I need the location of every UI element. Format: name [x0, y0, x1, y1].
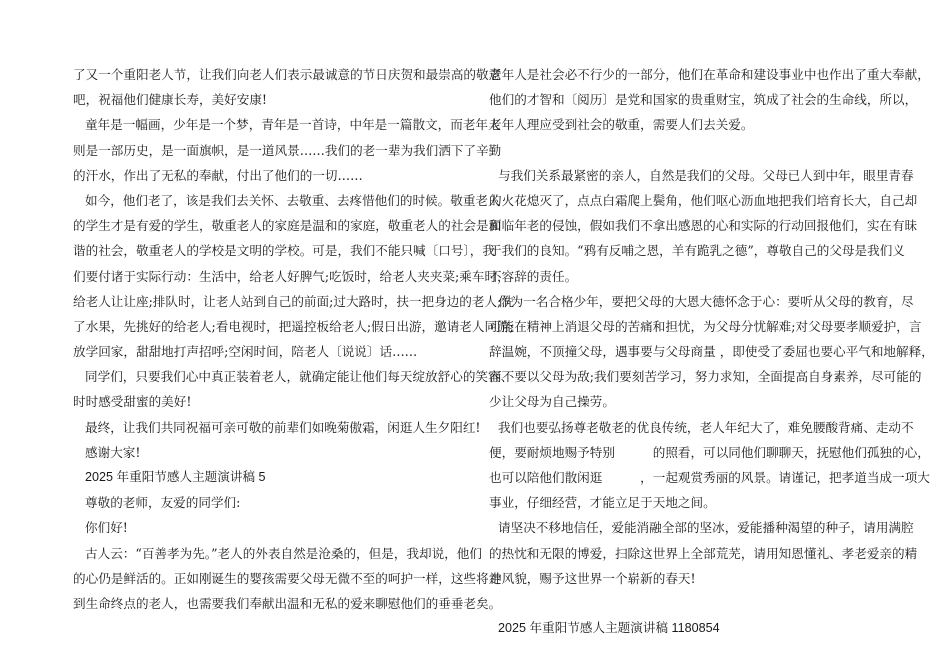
- text-line: 时时感受甜蜜的美好!: [73, 394, 192, 410]
- text-line: 们要付诸于实际行动：生活中，给老人好脾气;吃饭时，给老人夹夹菜;乘车时，: [73, 268, 510, 284]
- text-line: 了水果，先挑好的给老人;看电视时，把遥控板给老人;假日出游，邀请老人同游;: [73, 318, 514, 334]
- text-line: 的热忱和无限的博爱，扫除这世界上全部荒芜，请用知恩懂礼、孝老爱亲的精: [489, 545, 918, 561]
- text-line: 你们好!: [85, 520, 128, 536]
- text-line: 也可以陪他们散闲逛 ，一起观赏秀丽的风景。请谨记，把孝道当成一项大: [489, 470, 930, 485]
- text-line: 我们也要弘扬尊老敬老的优良传统，老人年纪大了，难免腰酸背痛、走动不: [498, 419, 914, 435]
- blank-line: [489, 591, 881, 616]
- text-line: 请坚决不移地信任，爱能消融全部的坚冰，爱能播种渴望的种子，请用满腔: [498, 520, 914, 536]
- text-line: 给老人让让座;排队时，让老人站到自己的前面;过大路时，扶一把身边的老人;洗: [73, 293, 514, 309]
- right-text-column: [489, 62, 934, 641]
- section-heading: 2025 年重阳节感人主题演讲稿 1180854: [498, 621, 720, 636]
- text-line: 事业，仔细经营，才能立足于天地之间。: [489, 495, 716, 511]
- left-text-column: [73, 62, 514, 616]
- text-line: 与我们关系最紧密的亲人，自然是我们的父母。父母已人到中年，眼里青春: [498, 167, 914, 183]
- text-line: 尊敬的老师，友爱的同学们:: [85, 495, 241, 511]
- text-line: 辞温婉，不顶撞父母，遇事要与父母商量 ，即使受了委屈也要心平气和地解释，: [489, 344, 934, 360]
- text-line: 面临年老的侵蚀，假如我们不拿出感恩的心和实际的行动回报他们，实在有昧: [489, 218, 918, 234]
- text-line: 吧，祝福他们健康长寿，美好安康!: [73, 92, 267, 108]
- text-line: 如今，他们老了，该是我们去关怀、去敬重、去疼惜他们的时候。敬重老人: [85, 192, 501, 208]
- text-line: 他们的才智和〔阅历〕是党和国家的贵重财宝，筑成了社会的生命线，所以，: [489, 92, 918, 108]
- text-line: 可能在精神上消退父母的苦痛和担忧，为父母分忧解难;对父母要孝顺爱护，言: [489, 318, 922, 334]
- text-line: 了又一个重阳老人节，让我们向老人们表示最诚意的节日庆贺和最崇高的敬意: [73, 67, 502, 82]
- blank-line: [489, 138, 881, 163]
- text-line: 而不要以父母为敌;我们要刻苦学习，努力求知，全面提高自身素养，尽可能的: [489, 369, 922, 385]
- section-heading: 2025 年重阳节感人主题演讲稿 5: [85, 470, 266, 484]
- text-line: 老年人是社会必不行少的一部分，他们在革命和建设事业中也作出了重大奉献，: [489, 67, 930, 82]
- text-line: 则是一部历史，是一面旗帜，是一道风景……我们的老一辈为我们洒下了辛勤: [73, 142, 502, 158]
- text-line: 的汗水，作出了无私的奉献，付出了他们的一切……: [73, 167, 363, 183]
- text-line: 少让父母为自己操劳。: [489, 394, 615, 410]
- text-line: 放学回家，甜甜地打声招呼;空闲时间，陪老人〔说说〕话……: [73, 344, 418, 360]
- text-line: 到生命终点的老人，也需要我们奉献出温和无私的爱来聊慰他们的垂垂老矣。: [73, 595, 502, 611]
- text-line: 最终，让我们共同祝福可亲可敬的前辈们如晚菊傲霜，闲逛人生夕阳红!: [85, 419, 481, 435]
- text-line: 神风貌，赐予这世界一个崭新的春天!: [489, 570, 696, 586]
- text-line: 老年人理应受到社会的敬重，需要人们去关爱。: [489, 117, 754, 133]
- text-line: 童年是一幅画，少年是一个梦，青年是一首诗，中年是一篇散文，而老年人: [85, 117, 501, 133]
- text-line: 的心仍是鲜活的。正如刚诞生的婴孩需要父母无微不至的呵护一样，这些将走: [73, 570, 502, 586]
- text-line: 作为一名合格少年，要把父母的大恩大德怀念于心：要听从父母的教育，尽: [498, 293, 914, 309]
- text-line: 不容辞的责任。: [489, 268, 578, 284]
- text-line: 于我们的良知。“鸦有反哺之恩，羊有跪乳之德”，尊敬自己的父母是我们义: [489, 243, 905, 259]
- text-line: 谐的社会，敬重老人的学校是文明的学校。可是，我们不能只喊〔口号〕，我: [73, 243, 495, 259]
- text-line: 的学生才是有爱的学生，敬重老人的家庭是温和的家庭，敬重老人的社会是和: [73, 218, 502, 234]
- text-line: 便，要耐烦地赐予特别 的照看，可以同他们聊聊天，抚慰他们孤独的心，: [489, 444, 930, 460]
- text-line: 同学们，只要我们心中真正装着老人，就确定能让他们每天绽放舒心的笑容、: [85, 369, 514, 385]
- text-line: 的火花熄灭了，点点白霜爬上鬓角，他们呕心沥血地把我们培育长大，自己却: [489, 192, 918, 208]
- text-line: 感谢大家!: [85, 444, 141, 460]
- text-line: 古人云：“百善孝为先。”老人的外表自然是沧桑的，但是，我却说，他们: [85, 545, 482, 561]
